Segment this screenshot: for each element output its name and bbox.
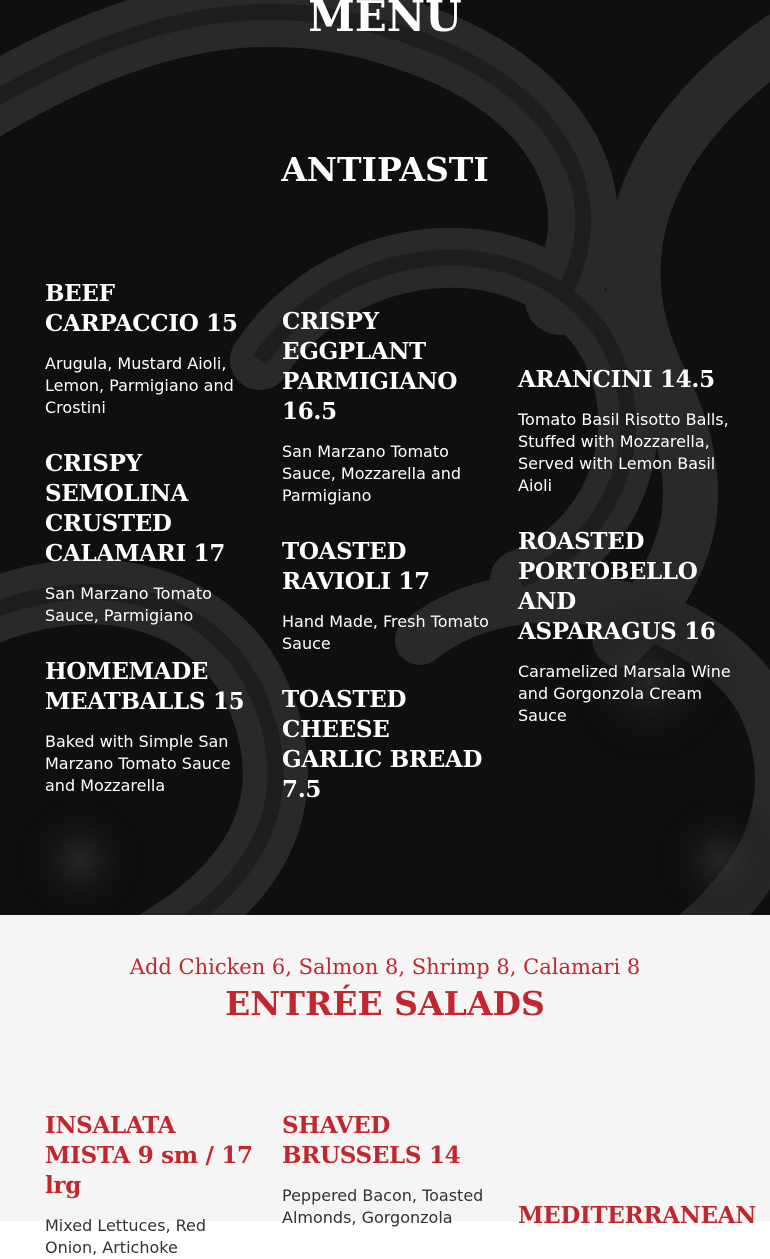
menu-item (45, 279, 260, 419)
protein-addons: Add Chicken 6, Salmon 8, Shrimp 8, Calamari 8 (129, 955, 641, 979)
antipasti-column-1 (45, 279, 260, 827)
menu-item-name: BEEF CARPACCIO 15 (45, 280, 238, 337)
menu-item-description: San Marzano Tomato Sauce, Parmigiano (45, 584, 212, 625)
entree-salads-heading: ENTRÉE SALADS (225, 984, 545, 1023)
antipasti-heading: ANTIPASTI (281, 150, 489, 189)
salad-item (282, 1111, 497, 1229)
salad-item-name: INSALATA MISTA 9 sm / 17 lrg (45, 1112, 253, 1199)
page-title: MENU (308, 0, 462, 41)
menu-item (282, 685, 497, 805)
menu-item (282, 537, 497, 655)
menu-item-name: HOMEMADE MEATBALLS 15 (45, 658, 245, 715)
menu-item (282, 307, 497, 507)
menu-item-name: TOASTED RAVIOLI 17 (282, 538, 430, 595)
menu-item-name: CRISPY EGGPLANT PARMIGIANO 16.5 (282, 308, 458, 425)
menu-item (45, 449, 260, 627)
menu-item-description: Arugula, Mustard Aioli, Lemon, Parmigiano and Crostini (45, 354, 234, 417)
salad-item (45, 1111, 260, 1259)
menu-item-description: Hand Made, Fresh Tomato Sauce (282, 612, 489, 653)
menu-item-name: TOASTED CHEESE GARLIC BREAD 7.5 (282, 686, 483, 803)
entree-salads-section (0, 915, 770, 1257)
salad-item-description: Mixed Lettuces, Red Onion, Artichoke (45, 1216, 207, 1257)
menu-item-description: San Marzano Tomato Sauce, Mozzarella and Parmigiano (282, 442, 462, 505)
menu-item (518, 527, 733, 727)
menu-item-description: Baked with Simple San Marzano Tomato Sauce and Mozzarella (45, 732, 231, 795)
menu-item (45, 657, 260, 797)
antipasti-column-3 (518, 365, 733, 757)
menu-item-name: ROASTED PORTOBELLO AND ASPARAGUS 16 (518, 528, 716, 645)
antipasti-column-2 (282, 307, 497, 835)
menu-item-name: ARANCINI 14.5 (518, 366, 715, 393)
salad-item-name: MEDITERRANEAN (518, 1202, 756, 1229)
menu-item-name: CRISPY SEMOLINA CRUSTED CALAMARI 17 (45, 450, 226, 567)
salad-item (518, 1201, 756, 1245)
salad-item-description: Peppered Bacon, Toasted Almonds, Gorgonzola (282, 1186, 484, 1227)
salad-item-name: SHAVED BRUSSELS 14 (282, 1112, 461, 1169)
menu-item-description: Tomato Basil Risotto Balls, Stuffed with Mozzarella, Served with Lemon Basil Aioli (518, 410, 729, 495)
menu-item (518, 365, 733, 497)
menu-item-description: Caramelized Marsala Wine and Gorgonzola Cream Sauce (518, 662, 731, 725)
